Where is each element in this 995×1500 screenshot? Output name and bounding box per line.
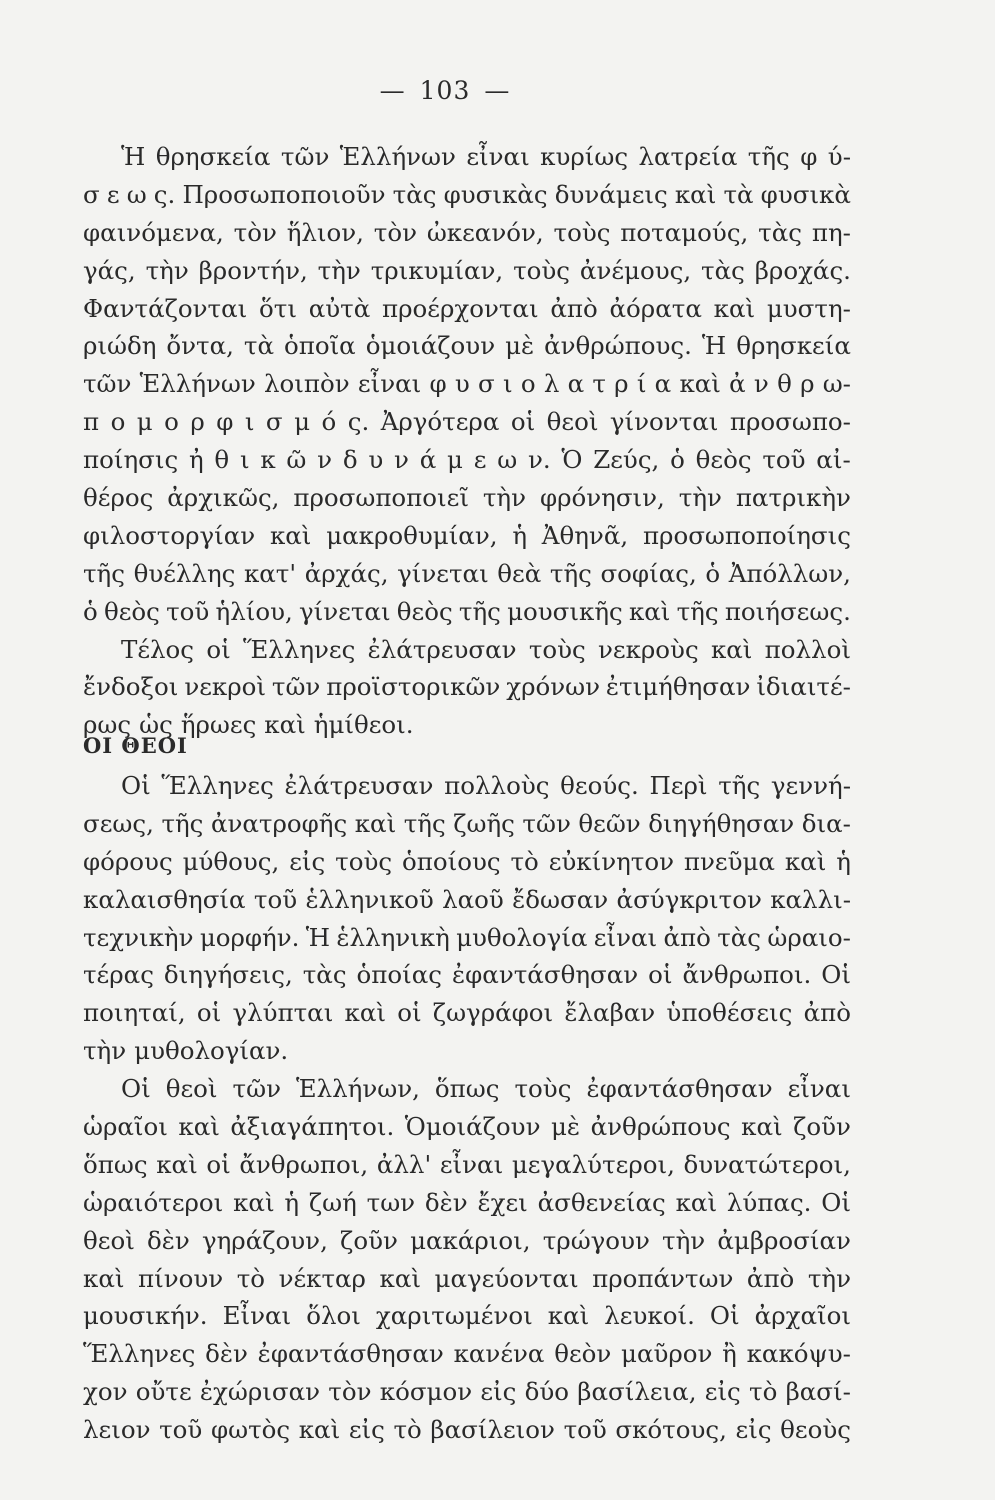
text-line: π ο μ ο ρ φ ι σ μ ό ς. Ἀργότερα οἱ θεοὶ γίνονται προσωπο- <box>83 407 851 437</box>
page-number-value: 103 <box>419 76 471 105</box>
text-line: τὴν μυθολογίαν. <box>83 1036 289 1066</box>
text-line: ριώδη ὄντα, τὰ ὁποῖα ὁμοιάζουν μὲ ἀνθρώπους. Ἡ θρησκεία <box>83 331 851 361</box>
text-line: σεως, τῆς ἀνατροφῆς καὶ τῆς ζωῆς τῶν θεῶν διηγήθησαν δια- <box>83 808 851 838</box>
text-line: καλαισθησία τοῦ ἑλληνικοῦ λαοῦ ἔδωσαν ἀσύγκριτον καλλι- <box>83 884 851 914</box>
paragraph-block-gods <box>83 767 851 1449</box>
text-line: τῆς θυέλλης κατ' ἀρχάς, γίνεται θεὰ τῆς σοφίας, ὁ Ἀπόλλων, <box>83 558 851 588</box>
text-line: ὅπως καὶ οἱ ἄνθρωποι, ἀλλ' εἶναι μεγαλύτεροι, δυνατώτεροι, <box>83 1149 851 1179</box>
text-line: τέρας διηγήσεις, τὰς ὁποίας ἐφαντάσθησαν οἱ ἄνθρωποι. Οἱ <box>83 960 851 990</box>
text-line: Οἱ Ἕλληνες ἐλάτρευσαν πολλοὺς θεούς. Περὶ τῆς γεννή- <box>121 771 851 800</box>
text-line: λειον τοῦ φωτὸς καὶ εἰς τὸ βασίλειον τοῦ σκότους, εἰς θεοὺς <box>83 1415 851 1445</box>
text-line: ὡραιότεροι καὶ ἡ ζωή των δὲν ἔχει ἀσθενείας καὶ λύπας. Οἱ <box>83 1187 851 1217</box>
section-heading: ΟΙ ΘΕΟΙ <box>83 733 188 758</box>
text-line: ρως ὡς ἥρωες καὶ ἡμίθεοι. <box>83 710 414 740</box>
text-line: χον οὔτε ἐχώρισαν τὸν κόσμον εἰς δύο βασίλεια, εἰς τὸ βασί- <box>83 1377 851 1407</box>
text-line: ὡραῖοι καὶ ἀξιαγάπητοι. Ὁμοιάζουν μὲ ἀνθρώπους καὶ ζοῦν <box>83 1112 851 1142</box>
text-line: φιλοστοργίαν καὶ μακροθυμίαν, ἡ Ἀθηνᾶ, προσωποποίησις <box>83 520 851 550</box>
text-line: Ἕλληνες δὲν ἐφαντάσθησαν κανένα θεὸν μαῦρον ἢ κακόψυ- <box>83 1339 851 1369</box>
text-line: ὁ θεὸς τοῦ ἡλίου, γίνεται θεὸς τῆς μουσικῆς καὶ τῆς ποιήσεως. <box>83 596 851 626</box>
text-line: ἔνδοξοι νεκροὶ τῶν προϊστορικῶν χρόνων ἐτιμήθησαν ἰδιαιτέ- <box>83 672 851 702</box>
text-line: καὶ πίνουν τὸ νέκταρ καὶ μαγεύονται προπάντων ἀπὸ τὴν <box>83 1263 851 1293</box>
text-line: γάς, τὴν βροντήν, τὴν τρικυμίαν, τοὺς ἀνέμους, τὰς βροχάς. <box>83 255 851 285</box>
text-line: φαινόμενα, τὸν ἥλιον, τὸν ὠκεανόν, τοὺς ποταμούς, τὰς πη- <box>83 217 851 247</box>
text-line: ποίησις ἠ θ ι κ ῶ ν δ υ ν ά μ ε ω ν. Ὁ Ζεύς, ὁ θεὸς τοῦ αἰ- <box>83 445 851 475</box>
text-line: Φαντάζονται ὅτι αὐτὰ προέρχονται ἀπὸ ἀόρατα καὶ μυστη- <box>83 293 851 323</box>
text-line: φόρους μύθους, εἰς τοὺς ὁποίους τὸ εὐκίνητον πνεῦμα καὶ ἡ <box>83 846 851 876</box>
text-line: ποιηταί, οἱ γλύπται καὶ οἱ ζωγράφοι ἔλαβαν ὑποθέσεις ἀπὸ <box>83 998 851 1028</box>
text-line: μουσικήν. Εἶναι ὅλοι χαριτωμένοι καὶ λευκοί. Οἱ ἀρχαῖοι <box>83 1301 851 1331</box>
text-line: τεχνικὴν μορφήν. Ἡ ἑλληνικὴ μυθολογία εἶναι ἀπὸ τὰς ὡραιο- <box>83 922 851 952</box>
text-line: τῶν Ἑλλήνων λοιπὸν εἶναι φ υ σ ι ο λ α τ ρ ί α καὶ ἀ ν θ ρ ω- <box>83 369 851 399</box>
text-line: Οἱ θεοὶ τῶν Ἑλλήνων, ὅπως τοὺς ἐφαντάσθησαν εἶναι <box>121 1074 851 1104</box>
text-line: Τέλος οἱ Ἕλληνες ἐλάτρευσαν τοὺς νεκροὺς καὶ πολλοὶ <box>121 634 851 664</box>
text-line: θέρος ἀρχικῶς, προσωποποιεῖ τὴν φρόνησιν, τὴν πατρικὴν <box>83 483 851 513</box>
text-line: θεοὶ δὲν γηράζουν, ζοῦν μακάριοι, τρώγουν τὴν ἀμβροσίαν <box>83 1225 851 1255</box>
text-line: Ἡ θρησκεία τῶν Ἑλλήνων εἶναι κυρίως λατρεία τῆς φ ύ- <box>121 142 851 171</box>
text-line: σ ε ω ς. Προσωποποιοῦν τὰς φυσικὰς δυνάμεις καὶ τὰ φυσικὰ <box>83 179 851 209</box>
paragraph-block-religion <box>83 138 851 744</box>
page-number: — 103 — <box>379 76 511 105</box>
